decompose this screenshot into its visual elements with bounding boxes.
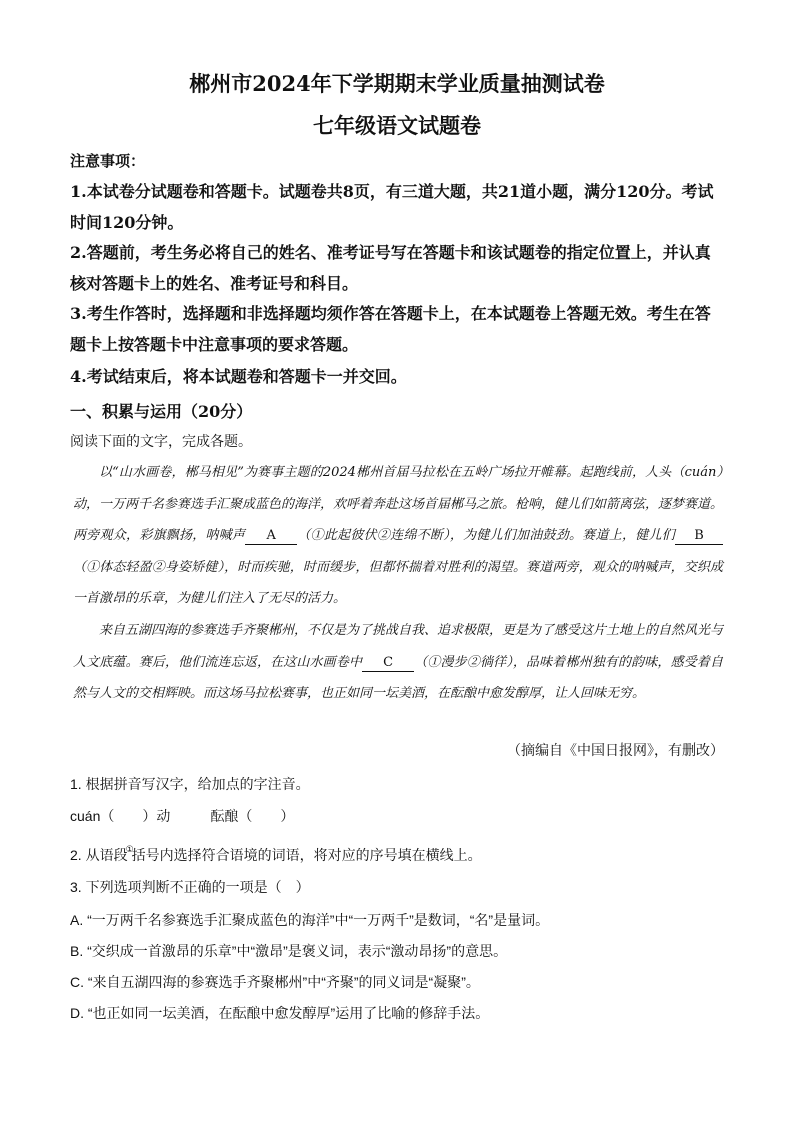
question-1-items bbox=[70, 806, 294, 826]
exam-subtitle: 七年级语文试题卷 bbox=[313, 113, 481, 138]
section-intro: 阅读下面的文字，完成各题。 bbox=[70, 433, 252, 449]
exam-title: 郴州市2024年下学期期末学业质量抽测试卷 bbox=[189, 71, 605, 96]
passage-text: 以“山水画卷，郴马相见”为赛事主题的2024郴州首届马拉松在五岭广场拉开帷幕。起跑线前，人头（cuán）动，一万两千名参赛选手汇聚成蓝色的海洋，欢呼着奔赴这场首届郴马之旅。枪响，健儿们如箭离弦，逐梦赛道。两旁观众，彩旗飘扬，呐喊声 bbox=[73, 465, 724, 543]
notice-heading: 注意事项： bbox=[70, 152, 146, 170]
notice-item-1: 1.本试卷分试题卷和答题卡。试题卷共8页，有三道大题，共21道小题，满分120分。考试时间120分钟。 bbox=[70, 182, 714, 232]
passage-text: （①漫步②徜徉），品味着郴州独有的韵味，感受着自然与人文的交相辉映。而这场马拉松赛事，也正如同一坛美酒，在酝酿中愈发醇厚，让人回味无穷。 bbox=[73, 654, 723, 701]
section-heading: 一、积累与运用（20分） bbox=[70, 402, 253, 421]
passage-paragraph-2 bbox=[73, 615, 723, 710]
passage-source: （摘编自《中国日报网》，有删改） bbox=[507, 742, 724, 758]
option-b: B. “交织成一首激昂的乐章”中“激昂”是褒义词，表示“激动昂扬”的意思。 bbox=[70, 943, 508, 959]
question-3: 3. 下列选项判断不正确的一项是（ ） bbox=[70, 879, 310, 895]
notice-item-3: 3.考生作答时，选择题和非选择题均须作答在答题卡上，在本试题卷上答题无效。考生在答题卡上按答题卡中注意事项的要求答题。 bbox=[70, 304, 711, 354]
question-2: 2. 从语段①括号内选择符合语境的词语，将对应的序号填在横线上。 bbox=[70, 844, 482, 863]
passage-text: （①体态轻盈②身姿矫健），时而疾驰，时而缓步，但都怀揣着对胜利的渴望。赛道两旁，观众的呐喊声，交织成一首激昂的乐章，为健儿们注入了无尽的活力。 bbox=[73, 559, 723, 606]
passage-paragraph-1 bbox=[73, 457, 723, 615]
option-d: D. “也正如同一坛美酒，在酝酿中愈发醇厚”运用了比喻的修辞手法。 bbox=[70, 1005, 490, 1021]
annotate-item: 酝酿（ ） bbox=[210, 808, 295, 824]
pinyin-item: cuán（ ）动 bbox=[70, 808, 171, 824]
option-c: C. “来自五湖四海的参赛选手齐聚郴州”中“齐聚”的同义词是“凝聚”。 bbox=[70, 974, 480, 990]
question-1: 1. 根据拼音写汉字，给加点的字注音。 bbox=[70, 776, 310, 792]
notice-item-2: 2.答题前，考生务必将自己的姓名、准考证号写在答题卡和该试题卷的指定位置上，并认真核对答题卡上的姓名、准考证号和科目。 bbox=[70, 243, 711, 293]
blank-a: A bbox=[245, 528, 297, 545]
option-a: A. “一万两千名参赛选手汇聚成蓝色的海洋”中“一万两千”是数词，“名”是量词。 bbox=[70, 912, 550, 928]
blank-c: C bbox=[362, 655, 414, 672]
passage-text: （①此起彼伏②连绵不断），为健儿们加油鼓劲。赛道上，健儿们 bbox=[297, 528, 675, 543]
passage-text: 来自五湖四海的参赛选手齐聚郴州，不仅是为了挑战自我、追求极限，更是为了感受这片土地上的自然风光与人文底蕴。赛后，他们流连忘返，在这山水画卷中 bbox=[73, 623, 724, 670]
blank-b: B bbox=[675, 528, 723, 545]
notice-item-4: 4.考试结束后，将本试题卷和答题卡一并交回。 bbox=[70, 367, 407, 386]
paragraph-marker: ① bbox=[125, 844, 134, 854]
